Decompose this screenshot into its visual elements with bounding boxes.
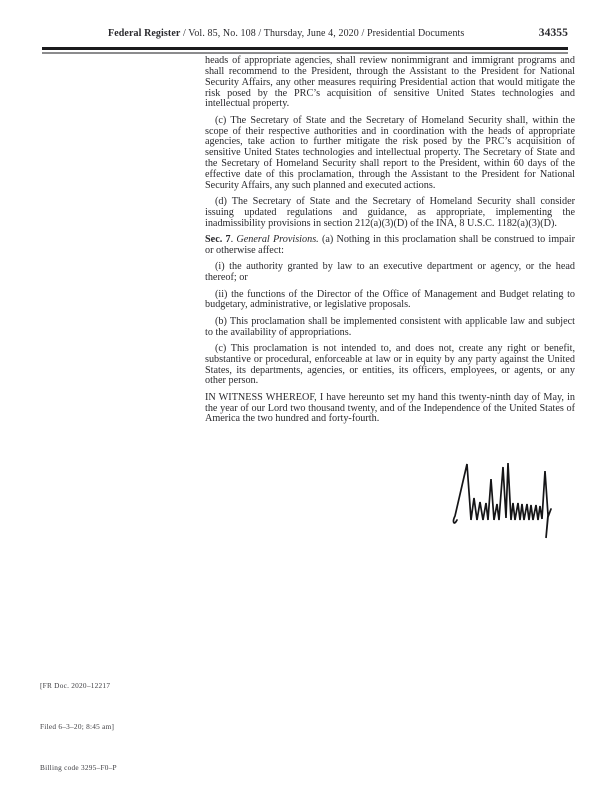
paragraph-b: (b) This proclamation shall be implemented consistent with applicable law and subject to the availability of appropriations. <box>205 315 575 338</box>
header-rule-thick <box>42 47 568 50</box>
paragraph-c: (c) The Secretary of State and the Secretary of Homeland Security shall, within the scope of their respective authorities and in coordination with the heads of appropriate agencies, take action to further mitigate the risk posed by the PRC’s acquisition of sensitive United States technologies and intellectual property. The Secretary of State and the Secretary of Homeland Security shall report to the President, within 60 days of the effective date of this proclamation, through the Assistant to the President for National Security Affairs, any such planned and executed actions. <box>205 114 575 191</box>
paragraph-ii: (ii) the functions of the Director of the Office of Management and Budget relating to budgetary, administrative, or legislative proposals. <box>205 288 575 311</box>
paragraph-continuation: heads of appropriate agencies, shall review nonimmigrant and immigrant programs and shall recommend to the President, through the Assistant to the President for National Security Affairs, any other measures requiring Presidential action that would mitigate the risk posed by the PRC’s acquisition of sensitive United States technologies and intellectual property. <box>205 55 575 110</box>
page-number: 34355 <box>538 27 568 39</box>
page-header <box>42 27 568 39</box>
signature-icon <box>451 457 567 545</box>
sec7-heading: General Provisions. <box>236 234 319 246</box>
presidential-signature <box>451 457 567 545</box>
document-body <box>205 56 575 431</box>
sec7-separator: . <box>230 234 237 246</box>
paragraph-i: (i) the authority granted by law to an executive department or agency, or the head thereof; or <box>205 261 575 284</box>
paragraph-d: (d) The Secretary of State and the Secretary of Homeland Security shall consider issuing updated regulations and guidance, as appropriate, implementing the inadmissibility provisions in section 212(a)(3)(D) of the INA, 8 U.S.C. 1182(a)(3)(D). <box>205 196 575 229</box>
paragraph-c2: (c) This proclamation is not intended to, and does not, create any right or benefit, substantive or procedural, enforceable at law or in equity by any party against the United States, its departments, agencies, or entities, its officers, employees, or agents, or any other person. <box>205 342 575 387</box>
billing-code: Billing code 3295–F0–P <box>40 763 117 773</box>
header-rule-thin <box>42 52 568 54</box>
issue-info: / Vol. 85, No. 108 / Thursday, June 4, 2020 / Presidential Documents <box>180 28 465 39</box>
sec7-label: Sec. 7 <box>205 234 231 246</box>
fr-doc-number: [FR Doc. 2020–12217 <box>40 680 111 690</box>
journal-header <box>108 28 464 39</box>
paragraph-sec7 <box>205 235 575 257</box>
sec7-rest: (a) Nothing in this proclamation shall be construed to impair or otherwise affect: <box>205 234 576 256</box>
page-footer <box>40 651 117 803</box>
journal-title: Federal Register <box>108 28 181 39</box>
filed-date: Filed 6–3–20; 8:45 am] <box>40 721 115 731</box>
paragraph-witness: IN WITNESS WHEREOF, I have hereunto set my hand this twenty-ninth day of May, in the year of our Lord two thousand twenty, and of the Independence of the United States of America the two hundred and forty-fourth. <box>205 391 575 425</box>
